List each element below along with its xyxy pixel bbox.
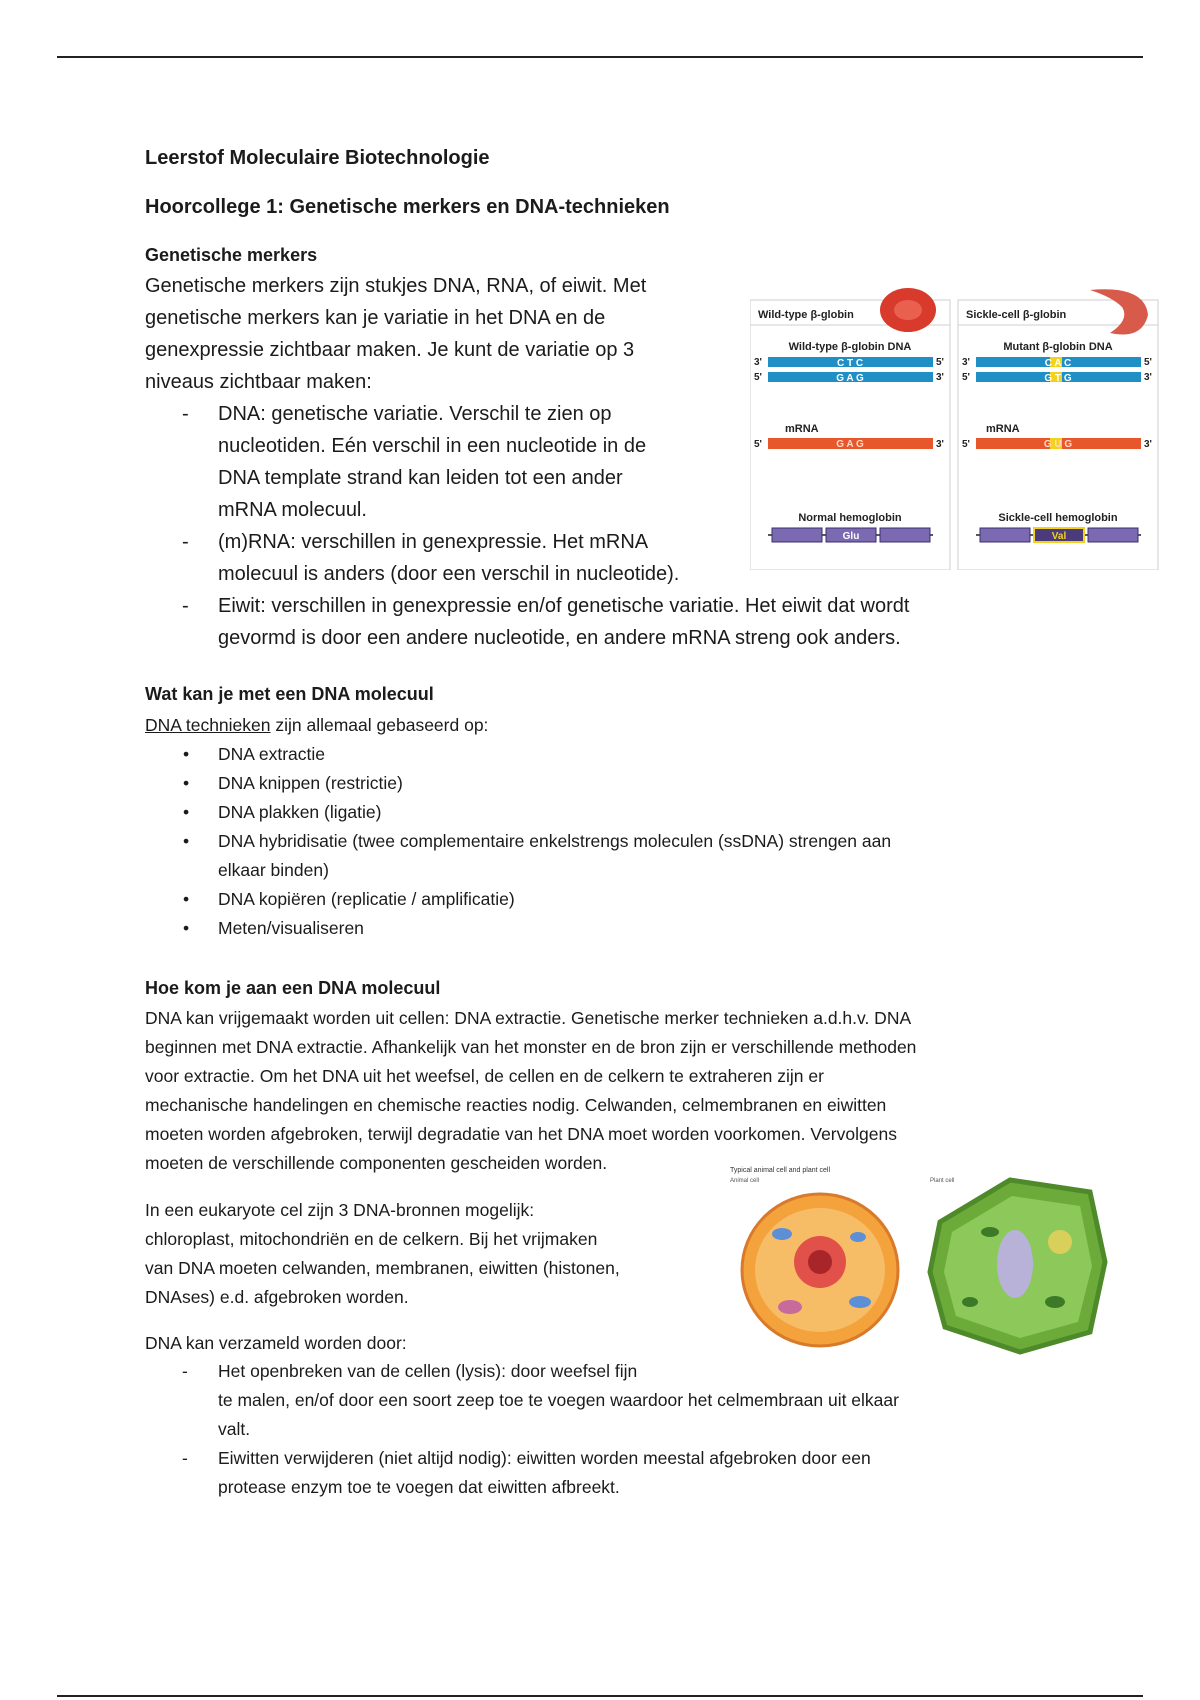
section-heading-hoe-kom-je: Hoe kom je aan een DNA molecuul: [145, 978, 441, 998]
dna-sources-paragraph: In een eukaryote cel zijn 3 DNA-bronnen mogelijk: chloroplast, mitochondriën en de celkern. Bij het vrijmaken van DNA moeten celwanden, membranen, eiwitten (histonen, DNAses) e.d. afgebroken worden.: [145, 1200, 620, 1307]
footer-rule: [57, 1695, 1143, 1697]
svg-text:5': 5': [754, 372, 762, 383]
svg-text:G A G: G A G: [836, 373, 864, 384]
wild-type-title: Wild-type β-globin: [758, 309, 854, 321]
header-rule: [57, 56, 1143, 58]
section-heading-dna-molecuul: Wat kan je met een DNA molecuul: [145, 684, 434, 704]
intro-line: genexpressie zichtbaar maken. Je kunt de variatie op 3: [145, 339, 635, 361]
list-item: • DNA hybridisatie (twee complementaire enkelstrengs moleculen (ssDNA) strengen aan elkaar binden): [145, 827, 1065, 885]
svg-text:3': 3': [936, 439, 944, 450]
svg-text:3': 3': [754, 357, 762, 368]
svg-text:5': 5': [962, 372, 970, 383]
plant-cell-label: Plant cell: [930, 1178, 955, 1184]
svg-text:G A G: G A G: [836, 439, 864, 450]
document-title: Leerstof Moleculaire Biotechnologie: [145, 147, 490, 169]
intro-line: genetische merkers kan je variatie in het DNA en de: [145, 307, 606, 329]
svg-text:3': 3': [962, 357, 970, 368]
svg-text:5': 5': [1144, 357, 1152, 368]
svg-text:5': 5': [962, 439, 970, 450]
section2-intro: DNA technieken zijn allemaal gebaseerd op:: [145, 715, 489, 735]
svg-text:5': 5': [754, 439, 762, 450]
svg-text:Val: Val: [1051, 531, 1067, 542]
list-item: • DNA extractie: [145, 740, 1065, 769]
svg-text:3': 3': [936, 372, 944, 383]
svg-text:Normal hemoglobin: Normal hemoglobin: [798, 512, 902, 524]
list-item: • DNA plakken (ligatie): [145, 798, 1065, 827]
list-item: • Meten/visualiseren: [145, 914, 1065, 943]
extraction-paragraph: DNA kan vrijgemaakt worden uit cellen: DNA extractie. Genetische merker technieken a.d.h.v. DNA beginnen met DNA extractie. Afhankelijk van het monster en de bron zijn er verschillende methoden voor extractie. Om het DNA uit het weefsel, de cellen en de celkern te extraheren zijn er mechanische handelingen en chemische reacties nodig. Celwanden, celmembranen en eiwitten moeten worden afgebroken, terwijl degradatie van het DNA moet worden voorkomen. Vervolgens moeten de verschillende componenten gescheiden worden.: [145, 1008, 917, 1173]
list-item: • DNA kopiëren (replicatie / amplificatie): [145, 885, 1065, 914]
dna-techniques-list: [145, 740, 1065, 943]
list-item: - DNA: genetische variatie. Verschil te zien op nucleotiden. Eén verschil in een nucleotide in de DNA template strand kan leiden tot een ander mRNA molecuul.: [145, 398, 1045, 526]
collection-intro: DNA kan verzameld worden door:: [145, 1333, 407, 1353]
svg-text:C A C: C A C: [1044, 358, 1072, 369]
dna-technieken-term: DNA technieken: [145, 715, 271, 735]
globin-diagram: [750, 285, 1160, 570]
intro-line: Genetische merkers zijn stukjes DNA, RNA, of eiwit. Met: [145, 275, 647, 297]
sickle-cell-title: Sickle-cell β-globin: [966, 309, 1067, 321]
svg-text:G U G: G U G: [1043, 439, 1073, 450]
collection-steps-list: [145, 1357, 1065, 1502]
section-heading-genetische-merkers: Genetische merkers: [145, 245, 318, 265]
svg-text:3': 3': [1144, 439, 1152, 450]
svg-text:mRNA: mRNA: [785, 423, 819, 435]
intro-line: niveaus zichtbaar maken:: [145, 371, 372, 393]
list-item: - Het openbreken van de cellen (lysis): door weefsel fijn te malen, en/of door een soort zeep toe te voegen waardoor het celmembraan uit elkaar valt.: [145, 1357, 1065, 1444]
list-item: - Eiwitten verwijderen (niet altijd nodig): eiwitten worden meestal afgebroken door een protease enzym toe te voegen dat eiwitten afbreekt.: [145, 1444, 1065, 1502]
animal-cell-label: Animal cell: [730, 1178, 760, 1184]
list-item: • DNA knippen (restrictie): [145, 769, 1065, 798]
svg-text:3': 3': [1144, 372, 1152, 383]
svg-text:Sickle-cell hemoglobin: Sickle-cell hemoglobin: [998, 512, 1118, 524]
plant-cell-icon: [930, 1180, 1105, 1352]
list-item: - (m)RNA: verschillen in genexpressie. Het mRNA molecuul is anders (door een verschil in nucleotide).: [145, 526, 1045, 590]
animal-cell-icon: [742, 1194, 898, 1346]
section1-intro: [145, 270, 745, 398]
cells-diagram: [720, 1162, 1120, 1362]
lecture-title: Hoorcollege 1: Genetische merkers en DNA-technieken: [145, 196, 670, 218]
svg-text:C T C: C T C: [836, 358, 864, 369]
sickle-cell-globin-figure: [750, 285, 1160, 570]
list-item: - Eiwit: verschillen in genexpressie en/of genetische variatie. Het eiwit dat wordt gevormd is door een andere nucleotide, en andere mRNA streng ook anders.: [145, 590, 1045, 654]
svg-text:Wild-type β-globin DNA: Wild-type β-globin DNA: [788, 341, 912, 353]
svg-text:G T G: G T G: [1044, 373, 1072, 384]
svg-text:Glu: Glu: [842, 531, 860, 542]
cells-figure-title: Typical animal cell and plant cell: [730, 1167, 830, 1174]
animal-plant-cell-figure: [720, 1162, 1120, 1362]
svg-text:5': 5': [936, 357, 944, 368]
svg-text:mRNA: mRNA: [986, 423, 1020, 435]
svg-text:Mutant β-globin DNA: Mutant β-globin DNA: [1003, 341, 1113, 353]
